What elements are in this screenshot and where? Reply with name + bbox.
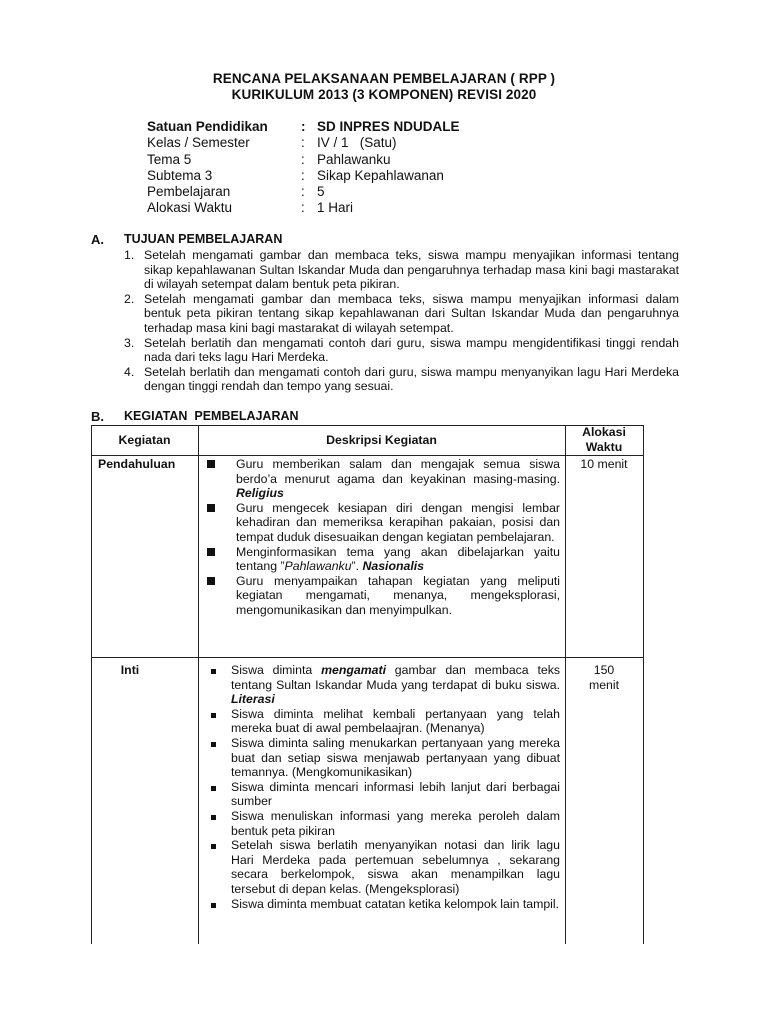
activity-text: Guru menyampaikan tahapan kegiatan yang meliputi kegiatan mengamati, menanya, mengeksplorasi, mengomunikasikan dan menyimpulkan. [236, 573, 560, 617]
info-label: Alokasi Waktu [147, 200, 233, 216]
info-value: 1 Hari [317, 200, 354, 216]
activity-text: Siswa diminta melihat kembali pertanyaan yang telah mereka buat di awal pembelaajran. (Menanya) [231, 706, 560, 736]
info-label: Pembelajaran [147, 184, 231, 200]
list-item [202, 780, 560, 809]
info-row-satuan-pendidikan [147, 119, 460, 135]
info-label: Kelas / Semester [147, 135, 250, 151]
list-item [202, 501, 560, 545]
info-value: SD INPRES NDUDALE [317, 119, 460, 134]
document-title-line2: KURIKULUM 2013 (3 KOMPONEN) REVISI 2020 [231, 87, 537, 102]
section-b-letter: B. [91, 409, 104, 424]
info-colon: : [301, 184, 305, 200]
info-colon: : [301, 135, 305, 151]
small-square-bullet-icon [202, 707, 231, 736]
small-square-bullet-icon [202, 897, 231, 912]
info-row-subtema [147, 168, 460, 184]
info-label: Tema 5 [147, 151, 192, 167]
square-bullet-icon [202, 574, 236, 618]
list-item [202, 736, 560, 780]
square-bullet-icon [202, 501, 236, 545]
row-waktu-inti-line1: 150 [593, 663, 615, 677]
table-header-deskripsi: Deskripsi Kegiatan [326, 433, 437, 447]
small-square-bullet-icon [202, 736, 231, 780]
table-header-divider [91, 455, 643, 456]
table-top-border [91, 425, 643, 426]
table-row-divider [91, 657, 643, 658]
table-left-border [91, 425, 92, 944]
table-header-kegiatan: Kegiatan [118, 433, 171, 447]
objective-number: 2. [124, 291, 135, 306]
section-a-heading: TUJUAN PEMBELAJARAN [124, 232, 283, 246]
objective-item [124, 248, 679, 292]
list-item [202, 707, 560, 736]
info-colon: : [301, 200, 305, 216]
info-value: 5 [317, 184, 325, 200]
list-item [202, 663, 560, 707]
objective-item [124, 365, 679, 394]
info-colon: : [301, 167, 305, 183]
table-col-divider-1 [198, 425, 199, 944]
activity-text: Siswa diminta saling menukarkan pertanyaan yang mereka buat dan setiap siswa menjawab pertanyaan yang dibuat temannya. (Mengkomunikasikan) [231, 735, 560, 780]
row-waktu-pendahuluan: 10 menit [580, 457, 628, 471]
list-item [202, 545, 560, 574]
activity-text: Guru mengecek kesiapan diri dengan mengisi lembar kehadiran dan memeriksa kerapihan pakaian, posisi dan tempat duduk disesuaikan dengan kegiatan pembelajaran. [236, 500, 560, 544]
objective-text: Setelah mengamati gambar dan membaca teks, siswa mampu menyajikan informasi tentang sikap kepahlawanan Sultan Iskandar Muda dan pengaruhnya terhadap masa kini bagi mastarakat di wilayah setempat dalam bentuk peta pikiran. [144, 248, 679, 292]
list-item [202, 457, 560, 501]
row-kegiatan-pendahuluan: Pendahuluan [98, 457, 176, 471]
objectives-list [124, 248, 679, 394]
activity-text: Menginformasikan tema yang akan dibelajarkan yaitu tentang ”Pahlawanku”. Nasionalis [236, 544, 560, 574]
info-value: Pahlawanku [317, 151, 391, 167]
small-square-bullet-icon [202, 780, 231, 809]
objective-text: Setelah berlatih dan mengamati contoh dari guru, siswa mampu mengidentifikasi tinggi rendah nada dari teks lagu Hari Merdeka. [144, 335, 679, 365]
small-square-bullet-icon [202, 809, 231, 838]
row-waktu-inti-line2: menit [588, 678, 620, 692]
activity-text: Siswa diminta membuat catatan ketika kelompok lain tampil. [231, 896, 560, 911]
identity-block [147, 119, 460, 217]
objective-text: Setelah berlatih dan mengamati contoh dari guru, siswa mampu menyanyikan lagu Hari Merdeka dengan tinggi rendah dan tempo yang sesuai. [144, 364, 679, 394]
list-item [202, 838, 560, 896]
info-row-pembelajaran [147, 184, 460, 200]
activity-text: Setelah siswa berlatih menyanyikan notasi dan lirik lagu Hari Merdeka pada pertemuan sebelumnya , sekarang secara berkelompok, siswa akan menampilkan lagu tersebut di depan kelas. (Mengeksplorasi) [231, 838, 560, 896]
section-a-letter: A. [91, 232, 104, 247]
list-item [202, 574, 560, 618]
objective-number: 3. [124, 335, 135, 350]
info-row-kelas-semester [147, 135, 460, 151]
table-header-alokasi-line2: Waktu [585, 440, 623, 454]
section-b-heading: KEGIATAN PEMBELAJARAN [124, 409, 299, 423]
small-square-bullet-icon [202, 663, 231, 707]
activity-text: Guru memberikan salam dan mengajak semua siswa berdo’a menurut agama dan keyakinan masing-masing. Religius [236, 457, 560, 501]
info-value: Sikap Kepahlawanan [317, 167, 444, 183]
document-title-line1: RENCANA PELAKSANAAN PEMBELAJARAN ( RPP ) [212, 71, 556, 86]
objective-number: 1. [124, 248, 135, 262]
objective-text: Setelah mengamati gambar dan membaca teks, siswa mampu menyajikan informasi dalam bentuk peta pikiran tentang sikap kepahlawanan dari Sultan Iskandar Muda dan pengaruhnya terhadap masa kini bagi mastarakat di wilayah setempat. [144, 291, 679, 335]
info-value: IV / 1 (Satu) [317, 135, 397, 151]
objective-number: 4. [124, 364, 135, 379]
info-label: Subtema 3 [147, 167, 213, 183]
square-bullet-icon [202, 545, 236, 574]
pendahuluan-activities [202, 457, 560, 618]
table-header-alokasi-line1: Alokasi [582, 425, 626, 439]
activity-text: Siswa diminta mengamati gambar dan membaca teks tentang Sultan Iskandar Muda yang terdapat di buku siswa. Literasi [231, 663, 561, 707]
info-label: Satuan Pendidikan [147, 119, 268, 134]
table-right-border [643, 425, 644, 944]
objective-item [124, 292, 679, 336]
info-row-tema [147, 152, 460, 168]
inti-activities [202, 663, 560, 911]
list-item [202, 809, 560, 838]
row-kegiatan-inti: Inti [120, 663, 140, 677]
activity-text: Siswa menuliskan informasi yang mereka peroleh dalam bentuk peta pikiran [231, 808, 560, 838]
small-square-bullet-icon [202, 838, 231, 896]
activity-text: Siswa diminta mencari informasi lebih lanjut dari berbagai sumber [231, 779, 560, 809]
info-colon: : [301, 151, 305, 167]
objective-item [124, 336, 679, 365]
info-row-alokasi-waktu [147, 200, 460, 216]
square-bullet-icon [202, 457, 236, 501]
info-colon: : [301, 119, 306, 134]
list-item [202, 897, 560, 912]
